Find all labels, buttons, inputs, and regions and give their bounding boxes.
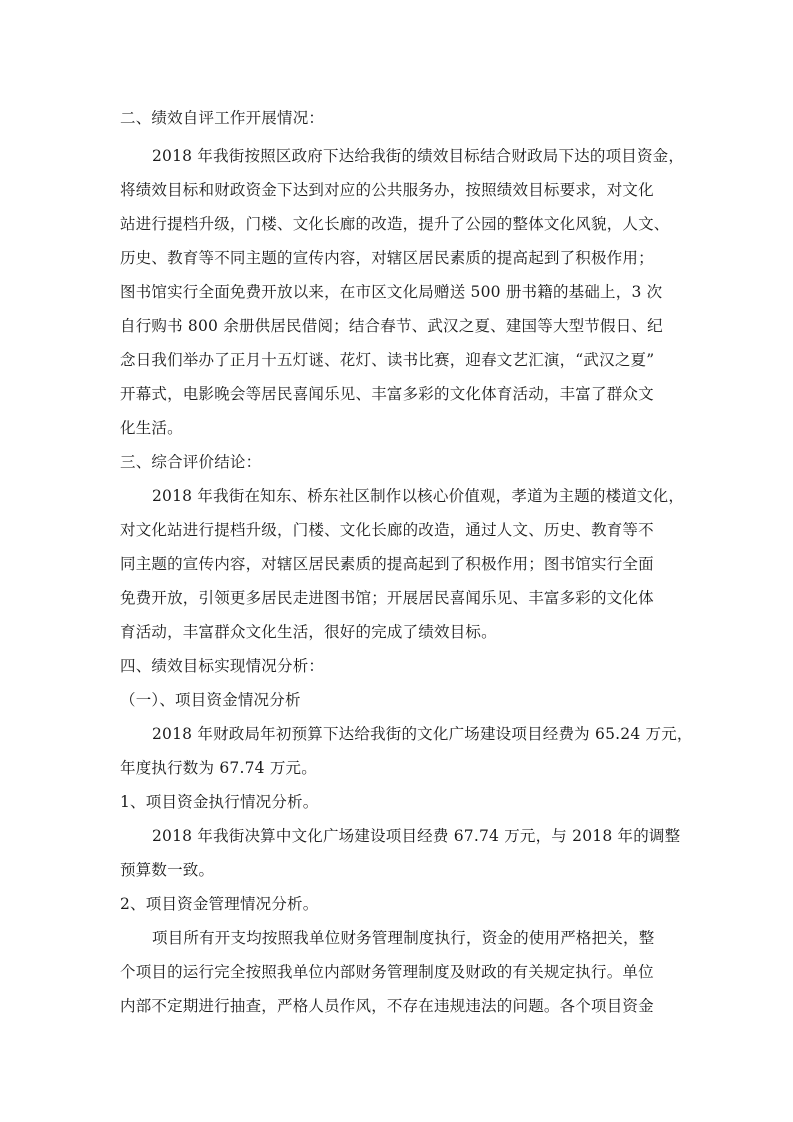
paragraph-line: 自行购书 800 余册供居民借阅；结合春节、武汉之夏、建国等大型节假日、纪 — [120, 317, 663, 335]
section-4-heading: 四、绩效目标实现情况分析： — [120, 657, 325, 675]
subsection-heading: （一）、项目资金情况分析 — [120, 691, 301, 709]
paragraph-line: 2018 年我街按照区政府下达给我街的绩效目标结合财政局下达的项目资金， — [152, 147, 685, 165]
section-2-heading: 二、绩效自评工作开展情况： — [120, 109, 325, 127]
paragraph-line: 个项目的运行完全按照我单位内部财务管理制度及财政的有关规定执行。单位 — [120, 963, 654, 981]
paragraph-line: 预算数一致。 — [120, 861, 215, 879]
paragraph-line: 图书馆实行全面免费开放以来，在市区文化局赠送 500 册书籍的基础上，3 次 — [120, 283, 663, 301]
paragraph-line: 内部不定期进行抽查，严格人员作风，不存在违规违法的问题。各个项目资金 — [120, 997, 654, 1015]
paragraph-line: 年度执行数为 67.74 万元。 — [120, 759, 317, 777]
section-3-heading: 三、综合评价结论： — [120, 453, 262, 471]
paragraph-line: 项目所有开支均按照我单位财务管理制度执行，资金的使用严格把关，整 — [152, 929, 655, 947]
paragraph-line: 化生活。 — [120, 419, 183, 437]
paragraph-line: 开幕式，电影晚会等居民喜闻乐见、丰富多彩的文化体育活动，丰富了群众文 — [120, 385, 654, 403]
paragraph-line: 将绩效目标和财政资金下达到对应的公共服务办，按照绩效目标要求，对文化 — [120, 181, 654, 199]
paragraph-line: 育活动，丰富群众文化生活，很好的完成了绩效目标。 — [120, 623, 497, 641]
paragraph-line: 同主题的宣传内容，对辖区居民素质的提高起到了积极作用；图书馆实行全面 — [120, 555, 654, 573]
paragraph-line: 2018 年财政局年初预算下达给我街的文化广场建设项目经费为 65.24 万元， — [152, 725, 693, 743]
paragraph-line: 对文化站进行提档升级，门楼、文化长廊的改造，通过人文、历史、教育等不 — [120, 521, 654, 539]
paragraph-line: 历史、教育等不同主题的宣传内容，对辖区居民素质的提高起到了积极作用； — [120, 249, 654, 267]
paragraph-line: 站进行提档升级，门楼、文化长廊的改造，提升了公园的整体文化风貌，人文、 — [120, 215, 670, 233]
paragraph-line: 2018 年我街在知东、桥东社区制作以核心价值观，孝道为主题的楼道文化， — [152, 487, 685, 505]
paragraph-line: 免费开放，引领更多居民走进图书馆；开展居民喜闻乐见、丰富多彩的文化体 — [120, 589, 654, 607]
paragraph-line: 2018 年我街决算中文化广场建设项目经费 67.74 万元，与 2018 年的调整 — [152, 827, 681, 845]
paragraph-line: 念日我们举办了正月十五灯谜、花灯、读书比赛，迎春文艺汇演，“武汉之夏” — [120, 351, 655, 369]
item-heading: 2、项目资金管理情况分析。 — [120, 895, 319, 913]
item-heading: 1、项目资金执行情况分析。 — [120, 793, 319, 811]
